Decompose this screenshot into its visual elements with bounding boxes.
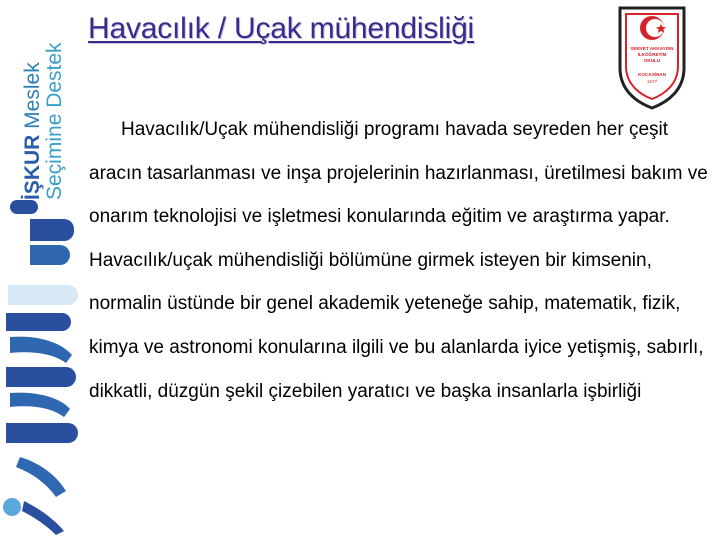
sidebar (0, 0, 88, 540)
imd-logo-icon (0, 185, 80, 535)
school-logo-icon (612, 0, 692, 110)
school-name-3: OKULU (643, 58, 661, 63)
brand-line2: Seçimine Destek (43, 42, 66, 200)
school-name-1: SERVET AKKAYDIN (630, 46, 674, 51)
paragraph-2: Havacılık/uçak mühendisliği bölümüne girmek isteyen bir kimsenin, normalin üstünde bir genel akademik yeteneğe sahip, matematik, fizik, kimya ve astronomi konularına ilgili ve bu alanlarda iyice yetişmiş, sabırlı, dikkatli, düzgün şekil çizebilen yaratıcı ve başka insanlarla işbirliği (89, 249, 704, 402)
school-year: 1977 (646, 79, 658, 84)
school-name-2: İLKÖĞRETİM (637, 52, 667, 57)
content-body (89, 108, 719, 413)
page-title: Havacılık / Uçak mühendisliği (88, 12, 475, 45)
iskur-brand-text (22, 0, 68, 200)
brand-rest: Meslek (21, 62, 44, 135)
paragraph-1: Havacılık/Uçak mühendisliği programı havada seyreden her çeşit aracın tasarlanması ve inşa projelerinin hazırlanması, üretilmesi bakım ve onarım teknolojisi ve işletmesi konularında eğitim ve araştırma yapar. (89, 119, 708, 228)
brand-bold: İŞKUR (21, 134, 44, 200)
school-district: KOCASİNAN (638, 72, 666, 77)
